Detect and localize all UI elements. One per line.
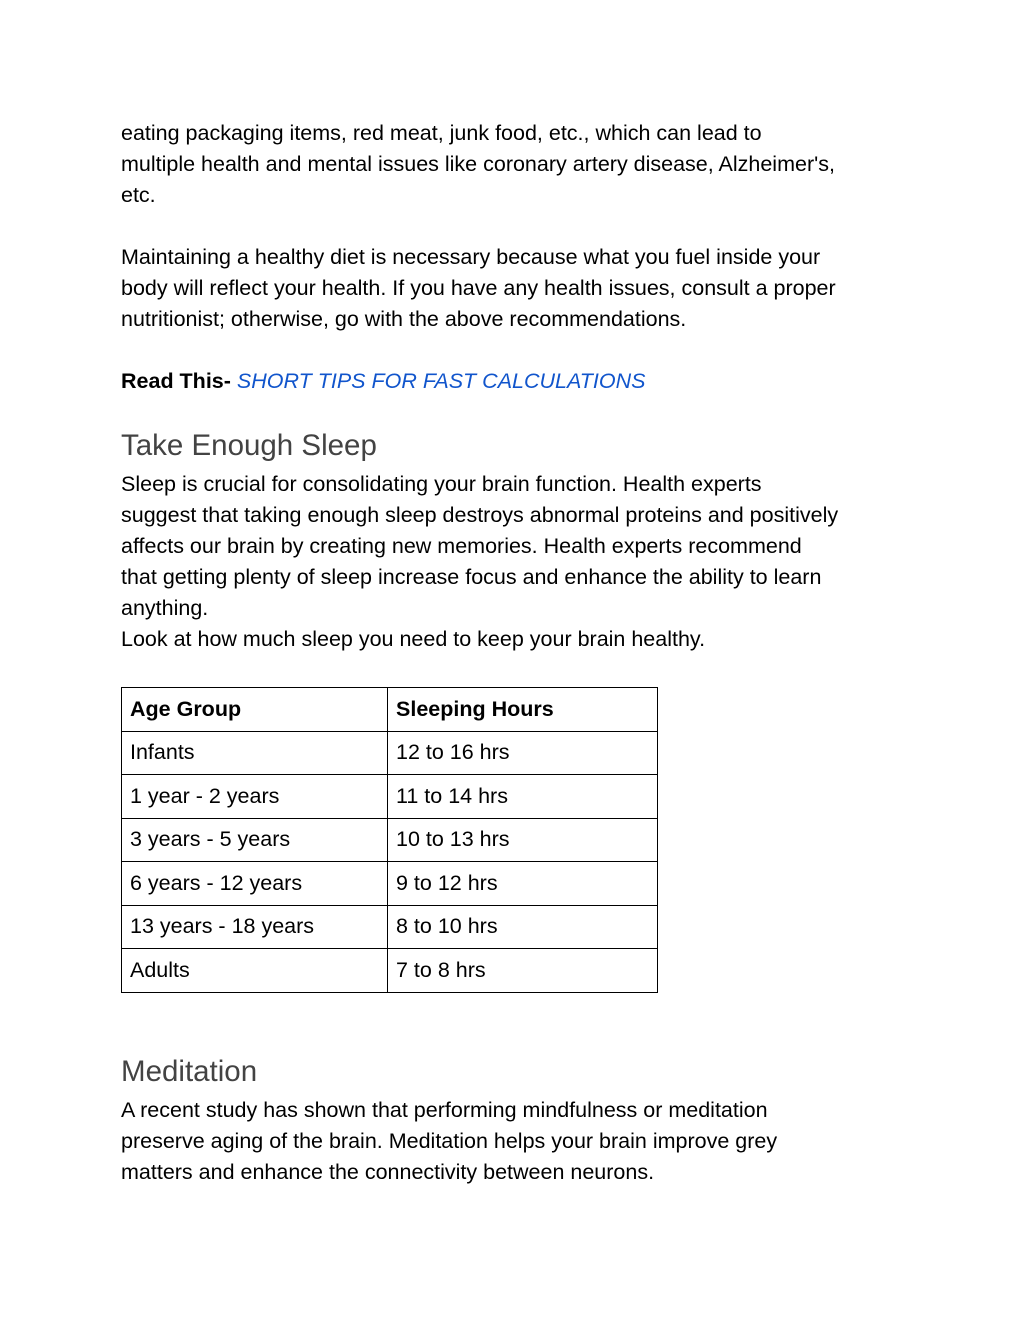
sleeping-hours-cell: 9 to 12 hrs [388, 862, 658, 906]
table-row [122, 775, 658, 819]
sleeping-hours-cell: 11 to 14 hrs [388, 775, 658, 819]
age-group-cell: 6 years - 12 years [122, 862, 388, 906]
header-age-group: Age Group [122, 688, 388, 732]
text-line: A recent study has shown that performing mindfulness or meditation [121, 1097, 768, 1122]
age-group-cell: 13 years - 18 years [122, 905, 388, 949]
header-sleeping-hours: Sleeping Hours [388, 688, 658, 732]
read-this-label: Read This- [121, 369, 231, 393]
sleeping-hours-cell: 10 to 13 hrs [388, 818, 658, 862]
text-line: multiple health and mental issues like coronary artery disease, Alzheimer's, [121, 152, 835, 176]
sleep-hours-table [121, 687, 658, 993]
sleeping-hours-cell: 7 to 8 hrs [388, 949, 658, 993]
table-row [122, 949, 658, 993]
intro-paragraph-1 [121, 118, 921, 211]
text-line: Maintaining a healthy diet is necessary because what you fuel inside your [121, 245, 821, 269]
sleep-heading: Take Enough Sleep [121, 429, 377, 462]
age-group-cell: Infants [122, 731, 388, 775]
age-group-cell: 3 years - 5 years [122, 818, 388, 862]
text-line: anything. [121, 596, 209, 620]
text-line: etc. [121, 183, 156, 207]
sleeping-hours-cell: 8 to 10 hrs [388, 905, 658, 949]
text-line: affects our brain by creating new memories. Health experts recommend [121, 534, 802, 558]
read-this-line [121, 366, 921, 397]
text-line: Look at how much sleep you need to keep your brain healthy. [121, 627, 706, 651]
table-row [122, 905, 658, 949]
age-group-cell: 1 year - 2 years [122, 775, 388, 819]
sleeping-hours-cell: 12 to 16 hrs [388, 731, 658, 775]
meditation-paragraph [121, 1095, 921, 1188]
table-row [122, 818, 658, 862]
text-line: matters and enhance the connectivity between neurons. [121, 1159, 655, 1184]
meditation-heading: Meditation [121, 1054, 258, 1088]
table-row [122, 862, 658, 906]
short-tips-link[interactable]: SHORT TIPS FOR FAST CALCULATIONS [236, 369, 646, 393]
text-line: that getting plenty of sleep increase focus and enhance the ability to learn [121, 565, 822, 589]
text-line: preserve aging of the brain. Meditation helps your brain improve grey [121, 1128, 778, 1153]
text-line: nutritionist; otherwise, go with the above recommendations. [121, 307, 687, 331]
intro-paragraph-2 [121, 242, 921, 335]
table-row [122, 731, 658, 775]
age-group-cell: Adults [122, 949, 388, 993]
sleep-paragraph [121, 469, 921, 655]
text-line: Sleep is crucial for consolidating your brain function. Health experts [121, 472, 762, 496]
text-line: eating packaging items, red meat, junk food, etc., which can lead to [121, 121, 762, 145]
text-line: body will reflect your health. If you have any health issues, consult a proper [121, 276, 836, 300]
text-line: suggest that taking enough sleep destroys abnormal proteins and positively [121, 503, 839, 527]
document-page [121, 118, 921, 1188]
table-header-row [122, 688, 658, 732]
